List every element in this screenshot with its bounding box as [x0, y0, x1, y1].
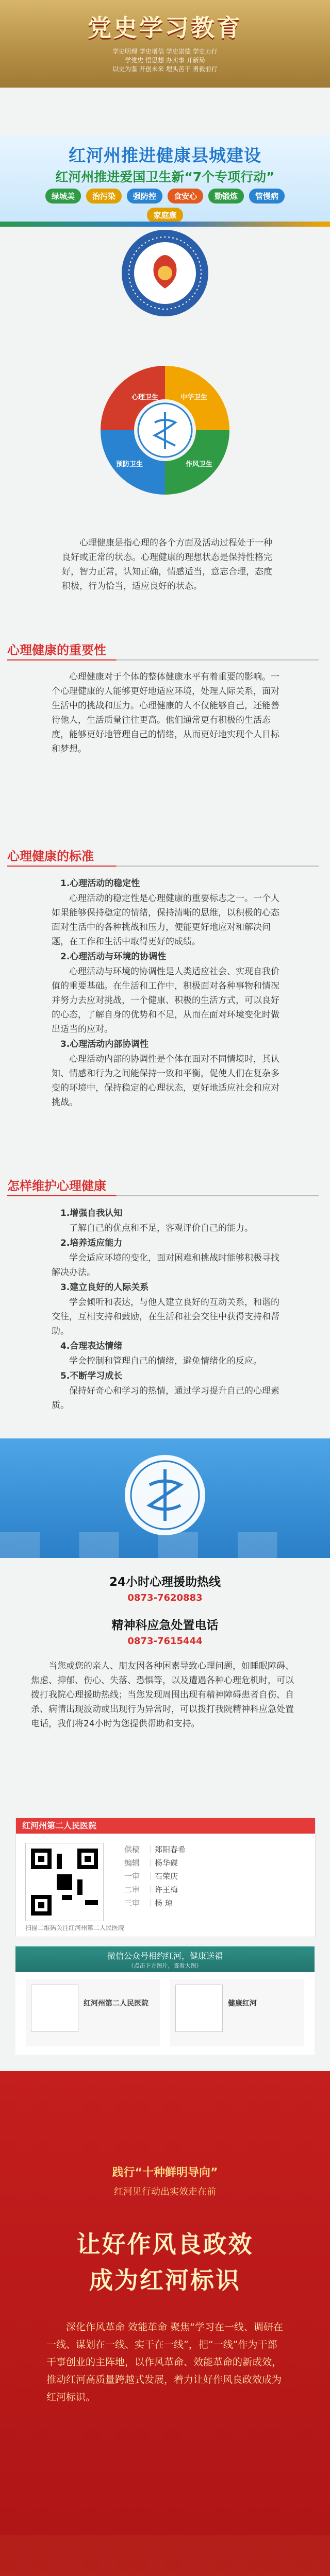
qr-code-icon — [31, 1985, 78, 2032]
action-tag: 食安心 — [168, 189, 203, 204]
hospital-logo-area — [0, 227, 330, 319]
standard-heading — [7, 846, 94, 864]
health-banner-subtitle: 红河州推进爱国卫生新“7个专项行动” — [55, 170, 275, 184]
maintain-item-title: 1.增强自我认知 — [60, 1208, 123, 1218]
banner-title: 党史学习教育 — [88, 14, 242, 42]
wechat-section — [15, 1946, 315, 2055]
credit-role: 一审 — [124, 1872, 140, 1881]
separator: ｜ — [147, 1885, 155, 1894]
wechat-title: 微信公众号相约红河，健康送福 — [107, 1951, 223, 1961]
action-tag: 勤锻炼 — [208, 189, 244, 204]
credit-row — [124, 1896, 186, 1910]
hospital-info-card — [15, 1818, 316, 1937]
health-banner-title: 红河州推进健康县城建设 — [69, 145, 261, 165]
hygiene-diagram — [0, 340, 330, 520]
credit-role: 二审 — [124, 1885, 140, 1894]
maintain-item-text: 学会适应环境的变化，面对困难和挑战时能够积极寻找解决办法。 — [52, 1253, 279, 1278]
action-tag: 管慢病 — [249, 189, 285, 204]
standard-item-text: 心理活动与环境的协调性是人类适应社会、实现自我价值的重要基础。在生活和工作中，积极面对各种事物和情况并努力去应对挑战，一个健康、积极的生活方式，可以良好的心态，了解自身的优势和不足，从而在面对环境变化时做出适当的应对。 — [52, 967, 279, 1035]
credit-row — [124, 1856, 186, 1870]
action-tag: 绿城美 — [45, 189, 81, 204]
credit-person: 石荣庆 — [155, 1872, 178, 1881]
credit-role: 供稿 — [124, 1845, 140, 1854]
hotline-title: 24小时心理援助热线 — [109, 1575, 221, 1589]
poster-slogan-sub: 红河见行动出实效走在前 — [114, 2187, 216, 2197]
intro-section — [62, 536, 278, 594]
hospital-banner — [0, 1438, 330, 1558]
credit-person: 郑阳春希 — [155, 1845, 186, 1854]
qr-caption: 扫描二维码关注红河州第二人民医院 — [25, 1924, 125, 1931]
wechat-header — [15, 1946, 315, 1972]
section-heading: 怎样维护心理健康 — [7, 1179, 106, 1193]
wechat-card[interactable] — [170, 1979, 304, 2046]
poster-headline-2: 成为红河标识 — [89, 2266, 241, 2294]
cityscape-graphic — [0, 2535, 330, 2576]
banner-subline: 学党史 悟思想 办实事 开新局 — [125, 57, 205, 64]
work-style-poster — [0, 2071, 330, 2576]
wechat-subtitle: （点击下方图片，查看大图） — [128, 1962, 202, 1969]
diagram-label: 作风卫生 — [186, 460, 213, 468]
standard-item-text: 心理活动的稳定性是心理健康的重要标志之一。一个人如果能够保持稳定的情绪，保持清晰的思维，以积极的心态面对生活中的各种挑战和压力，便能更好地应对和解决问题，在工作和生活中取得更好的成绩。 — [52, 893, 279, 947]
credits-list — [124, 1843, 186, 1910]
maintain-item-text: 学会倾听和表达，与他人建立良好的互动关系，和谐的交往，互相支持和鼓励，在生活和社会交往中获得支持和帮助。 — [52, 1297, 279, 1336]
qr-pattern — [26, 1843, 103, 1921]
section-heading: 心理健康的标准 — [7, 849, 94, 863]
importance-section — [52, 670, 284, 756]
heading-divider — [7, 659, 319, 660]
credit-role: 三审 — [124, 1899, 140, 1908]
poster-slogan: 践行“十种鲜明导向” — [112, 2166, 218, 2179]
party-history-banner — [0, 0, 330, 88]
maintain-item-text: 保持好奇心和学习的热情，通过学习提升自己的心理素质。 — [52, 1386, 279, 1411]
wechat-account-name: 健康红河 — [228, 1999, 257, 2008]
action-tags — [36, 189, 294, 223]
separator: ｜ — [147, 1845, 155, 1854]
hospital-name: 红河州第二人民医院 — [16, 1818, 315, 1834]
diagram-label: 中华卫生 — [180, 393, 208, 401]
poster-cityscape — [0, 2535, 330, 2576]
action-tag: 强防控 — [127, 189, 162, 204]
standard-section — [52, 876, 284, 1110]
hotline-number[interactable]: 0873-7620883 — [127, 1592, 203, 1603]
emergency-title: 精神科应急处置电话 — [111, 1619, 219, 1632]
heading-divider — [7, 866, 319, 867]
diagram-label: 预防卫生 — [116, 460, 143, 468]
wechat-account-name: 红河州第二人民医院 — [84, 1999, 148, 2008]
qr-code-icon[interactable] — [25, 1843, 104, 1921]
hotline-section — [31, 1567, 299, 1731]
action-tag: 治污染 — [86, 189, 122, 204]
wechat-card[interactable] — [26, 1979, 160, 2046]
standard-item-title: 2.心理活动与环境的协调性 — [60, 952, 167, 962]
poster-headline: 让好作风良政效 — [76, 2230, 254, 2258]
intro-text: 心理健康是指心理的各个方面及活动过程处于一种良好或正常的状态。心理健康的理想状态是保持性格完好，智力正常，认知正确，情感适当，意志合理，态度积极，行为恰当，适应良好的状态。 — [62, 538, 272, 591]
credit-row — [124, 1883, 186, 1896]
credit-person: 杨 琼 — [155, 1899, 173, 1908]
banner-subline: 以史为鉴 开创未来 埋头苦干 勇毅前行 — [112, 65, 218, 73]
banner-subtitle — [82, 47, 248, 74]
maintain-item-title: 2.培养适应能力 — [60, 1238, 123, 1248]
credit-role: 编辑 — [124, 1858, 140, 1868]
health-city-banner — [0, 135, 330, 227]
separator: ｜ — [147, 1872, 155, 1881]
poster-body: 深化作风革命 效能革命 聚焦“学习在一线、调研在一线、谋划在一线、实干在一线”，把“一线”作为干部干事创业的主阵地，以作风革命、效能革命的新成效，推动红河高质量跨越式发展，着力让好作风良政效成为红河标识。 — [46, 2321, 283, 2403]
maintain-item-text: 学会控制和管理自己的情绪，避免情绪化的反应。 — [69, 1356, 262, 1366]
standard-item-title: 3.心理活动内部协调性 — [60, 1039, 149, 1049]
standard-item-text: 心理活动内部的协调性是个体在面对不同情境时，其认知、情感和行为之间能保持一致和平衡，促使人们在复杂多变的环境中，保持稳定的心理状态，更好地适应社会和应对挑战。 — [52, 1054, 279, 1108]
separator: ｜ — [147, 1899, 155, 1908]
importance-text: 心理健康对于个体的整体健康水平有着重要的影响。一个心理健康的人能够更好地适应环境，处理人际关系，面对生活中的挑战和压力。心理健康的人不仅能够自己，还能善待他人，生活质量往往更高。他们通常更有积极的生活态度，能够更好地管理自己的情绪，从而更好地实现个人目标和梦想。 — [52, 672, 279, 754]
importance-heading — [7, 640, 106, 658]
hospital-logo — [0, 227, 330, 319]
banner-subline: 学史明理 学史增信 学史崇德 学史力行 — [112, 48, 218, 55]
color-ribbon — [0, 222, 330, 227]
section-heading: 心理健康的重要性 — [7, 643, 106, 657]
hospital-emblem — [0, 1449, 330, 1541]
credit-person: 杨华碟 — [155, 1858, 178, 1868]
banner-decor — [0, 1532, 330, 1558]
credit-row — [124, 1870, 186, 1883]
maintain-item-text: 了解自己的优点和不足，客观评价自己的能力。 — [69, 1223, 253, 1233]
maintain-item-title: 3.建立良好的人际关系 — [60, 1282, 149, 1293]
maintain-heading — [7, 1176, 106, 1194]
heading-divider — [7, 1195, 319, 1196]
maintain-item-title: 5.不断学习成长 — [60, 1371, 123, 1381]
maintain-section — [52, 1206, 284, 1413]
credit-person: 许王梅 — [155, 1885, 178, 1894]
separator: ｜ — [147, 1858, 155, 1868]
emergency-number[interactable]: 0873-7615444 — [127, 1636, 203, 1647]
action-tag: 家庭康 — [147, 208, 183, 223]
credit-row — [124, 1843, 186, 1856]
hygiene-diagram-graphic — [0, 340, 330, 520]
standard-item-title: 1.心理活动的稳定性 — [60, 878, 140, 889]
qr-code-icon — [175, 1985, 223, 2032]
maintain-item-title: 4.合理表达情绪 — [60, 1341, 123, 1351]
diagram-label: 心理卫生 — [131, 393, 159, 401]
hotline-text: 当您或您的亲人、朋友因各种困素导致心理问题，如睡眠障碍、焦虑、抑郁、伤心、失落、恐惧等，以及遭遇各种心理危机时，可以拨打我院心理援助热线；当您发现周围出现有精神障碍患者自伤、自杀、病情出现波动或出现行为异常时，可以拨打我院精神科应急处置电话，我们将24小时为您提供帮助和支持。 — [31, 1661, 294, 1729]
